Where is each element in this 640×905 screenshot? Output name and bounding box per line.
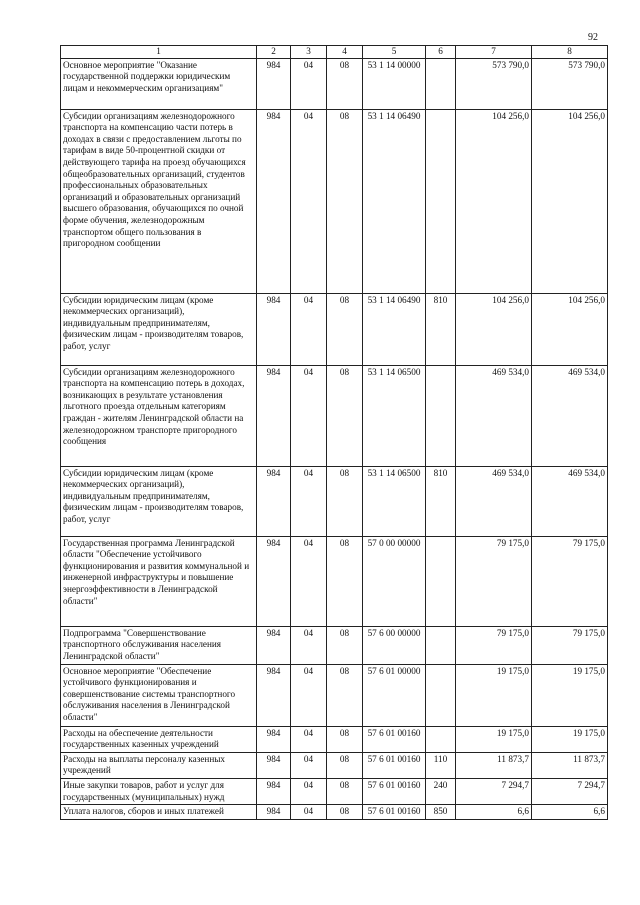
row-name: Расходы на выплаты персоналу казенных учреждений (61, 752, 257, 778)
cell-expense-type: 110 (426, 752, 456, 778)
cell-subsection: 08 (327, 805, 363, 820)
cell-expense-type (426, 626, 456, 664)
cell-expense-type: 810 (426, 466, 456, 536)
cell-subsection: 08 (327, 365, 363, 466)
table-row (61, 466, 608, 536)
page-number: 92 (588, 32, 598, 43)
cell-code: 984 (257, 778, 291, 804)
cell-subsection: 08 (327, 752, 363, 778)
cell-code: 984 (257, 536, 291, 626)
cell-expense-type (426, 109, 456, 293)
cell-section: 04 (291, 752, 327, 778)
header-row (61, 46, 608, 59)
cell-expense-type (426, 726, 456, 752)
table-row (61, 109, 608, 293)
cell-amount-1: 104 256,0 (456, 109, 532, 293)
cell-amount-1: 19 175,0 (456, 664, 532, 726)
row-name: Субсидии юридическим лицам (кроме некоммерческих организаций), индивидуальным предпринимателям, физическим лицам - производителям товаров, работ, услуг (61, 466, 257, 536)
row-name: Иные закупки товаров, работ и услуг для государственных (муниципальных) нужд (61, 778, 257, 804)
cell-amount-2: 19 175,0 (532, 664, 608, 726)
cell-target-article: 53 1 14 00000 (363, 58, 426, 109)
column-header: 1 (61, 46, 257, 59)
table-row (61, 752, 608, 778)
cell-amount-2: 469 534,0 (532, 365, 608, 466)
cell-target-article: 57 6 01 00160 (363, 752, 426, 778)
table-row (61, 726, 608, 752)
cell-amount-2: 7 294,7 (532, 778, 608, 804)
cell-subsection: 08 (327, 109, 363, 293)
cell-expense-type (426, 58, 456, 109)
cell-amount-1: 104 256,0 (456, 293, 532, 365)
cell-section: 04 (291, 778, 327, 804)
cell-amount-1: 469 534,0 (456, 365, 532, 466)
table-row (61, 778, 608, 804)
table-row (61, 58, 608, 109)
cell-expense-type (426, 365, 456, 466)
row-name: Расходы на обеспечение деятельности государственных казенных учреждений (61, 726, 257, 752)
row-name: Основное мероприятие "Обеспечение устойчивого функционирования и совершенствование системы транспортного обслуживания населения в Ленинградской области" (61, 664, 257, 726)
cell-subsection: 08 (327, 293, 363, 365)
column-header: 6 (426, 46, 456, 59)
cell-subsection: 08 (327, 536, 363, 626)
cell-section: 04 (291, 466, 327, 536)
cell-amount-2: 104 256,0 (532, 293, 608, 365)
table-row (61, 664, 608, 726)
cell-amount-1: 19 175,0 (456, 726, 532, 752)
cell-code: 984 (257, 365, 291, 466)
cell-amount-2: 19 175,0 (532, 726, 608, 752)
cell-amount-2: 79 175,0 (532, 626, 608, 664)
cell-amount-2: 573 790,0 (532, 58, 608, 109)
column-header: 2 (257, 46, 291, 59)
cell-subsection: 08 (327, 626, 363, 664)
cell-section: 04 (291, 365, 327, 466)
row-name: Субсидии организациям железнодорожного транспорта на компенсацию потерь в доходах, возникающих в результате установления льготного проезда отдельным категориям граждан - жителям Ленинградской области на железнодорожном транспорте пригородного сообщения (61, 365, 257, 466)
cell-code: 984 (257, 805, 291, 820)
cell-amount-1: 79 175,0 (456, 536, 532, 626)
table-row (61, 626, 608, 664)
cell-section: 04 (291, 58, 327, 109)
column-header: 7 (456, 46, 532, 59)
cell-code: 984 (257, 626, 291, 664)
cell-target-article: 53 1 14 06490 (363, 293, 426, 365)
cell-code: 984 (257, 109, 291, 293)
table-row (61, 365, 608, 466)
cell-subsection: 08 (327, 726, 363, 752)
cell-code: 984 (257, 726, 291, 752)
table-row (61, 536, 608, 626)
cell-target-article: 57 6 00 00000 (363, 626, 426, 664)
cell-amount-2: 6,6 (532, 805, 608, 820)
row-name: Подпрограмма "Совершенствование транспортного обслуживания населения Ленинградской области" (61, 626, 257, 664)
column-header: 5 (363, 46, 426, 59)
cell-expense-type (426, 664, 456, 726)
column-header: 8 (532, 46, 608, 59)
cell-section: 04 (291, 109, 327, 293)
cell-subsection: 08 (327, 778, 363, 804)
cell-target-article: 57 6 01 00000 (363, 664, 426, 726)
row-name: Субсидии организациям железнодорожного транспорта на компенсацию части потерь в доходах в связи с предоставлением льготы по тарифам в виде 50-процентной скидки от действующего тарифа на проезд обучающихся общеобразовательных организаций, студентов профессиональных образовательных организаций и образовательных организаций высшего образования, обучающихся по очной форме обучения, железнодорожным транспортом общего пользования в пригородном сообщении (61, 109, 257, 293)
cell-section: 04 (291, 536, 327, 626)
cell-amount-2: 469 534,0 (532, 466, 608, 536)
cell-expense-type (426, 536, 456, 626)
cell-section: 04 (291, 626, 327, 664)
cell-code: 984 (257, 293, 291, 365)
row-name: Уплата налогов, сборов и иных платежей (61, 805, 257, 820)
cell-target-article: 53 1 14 06500 (363, 466, 426, 536)
cell-target-article: 53 1 14 06500 (363, 365, 426, 466)
cell-amount-2: 79 175,0 (532, 536, 608, 626)
cell-section: 04 (291, 726, 327, 752)
cell-code: 984 (257, 664, 291, 726)
row-name: Субсидии юридическим лицам (кроме некоммерческих организаций), индивидуальным предпринимателям, физическим лицам - производителям товаров, работ, услуг (61, 293, 257, 365)
cell-subsection: 08 (327, 58, 363, 109)
cell-amount-1: 11 873,7 (456, 752, 532, 778)
cell-target-article: 57 6 01 00160 (363, 778, 426, 804)
cell-subsection: 08 (327, 664, 363, 726)
cell-target-article: 57 6 01 00160 (363, 726, 426, 752)
cell-code: 984 (257, 466, 291, 536)
cell-section: 04 (291, 805, 327, 820)
cell-amount-2: 104 256,0 (532, 109, 608, 293)
cell-amount-1: 7 294,7 (456, 778, 532, 804)
cell-expense-type: 850 (426, 805, 456, 820)
cell-amount-1: 469 534,0 (456, 466, 532, 536)
row-name: Основное мероприятие "Оказание государственной поддержки юридическим лицам и некоммерческим организациям" (61, 58, 257, 109)
cell-amount-1: 573 790,0 (456, 58, 532, 109)
cell-subsection: 08 (327, 466, 363, 536)
cell-amount-1: 79 175,0 (456, 626, 532, 664)
column-header: 3 (291, 46, 327, 59)
column-header: 4 (327, 46, 363, 59)
cell-code: 984 (257, 752, 291, 778)
table-row (61, 293, 608, 365)
table-row (61, 805, 608, 820)
cell-target-article: 57 6 01 00160 (363, 805, 426, 820)
cell-target-article: 57 0 00 00000 (363, 536, 426, 626)
budget-table (60, 45, 608, 820)
cell-section: 04 (291, 293, 327, 365)
cell-section: 04 (291, 664, 327, 726)
cell-amount-2: 11 873,7 (532, 752, 608, 778)
cell-expense-type: 810 (426, 293, 456, 365)
row-name: Государственная программа Ленинградской области "Обеспечение устойчивого функционирования и развития коммунальной и инженерной инфраструктуры и повышение энергоэффективности в Ленинградской области" (61, 536, 257, 626)
cell-target-article: 53 1 14 06490 (363, 109, 426, 293)
cell-amount-1: 6,6 (456, 805, 532, 820)
cell-code: 984 (257, 58, 291, 109)
cell-expense-type: 240 (426, 778, 456, 804)
